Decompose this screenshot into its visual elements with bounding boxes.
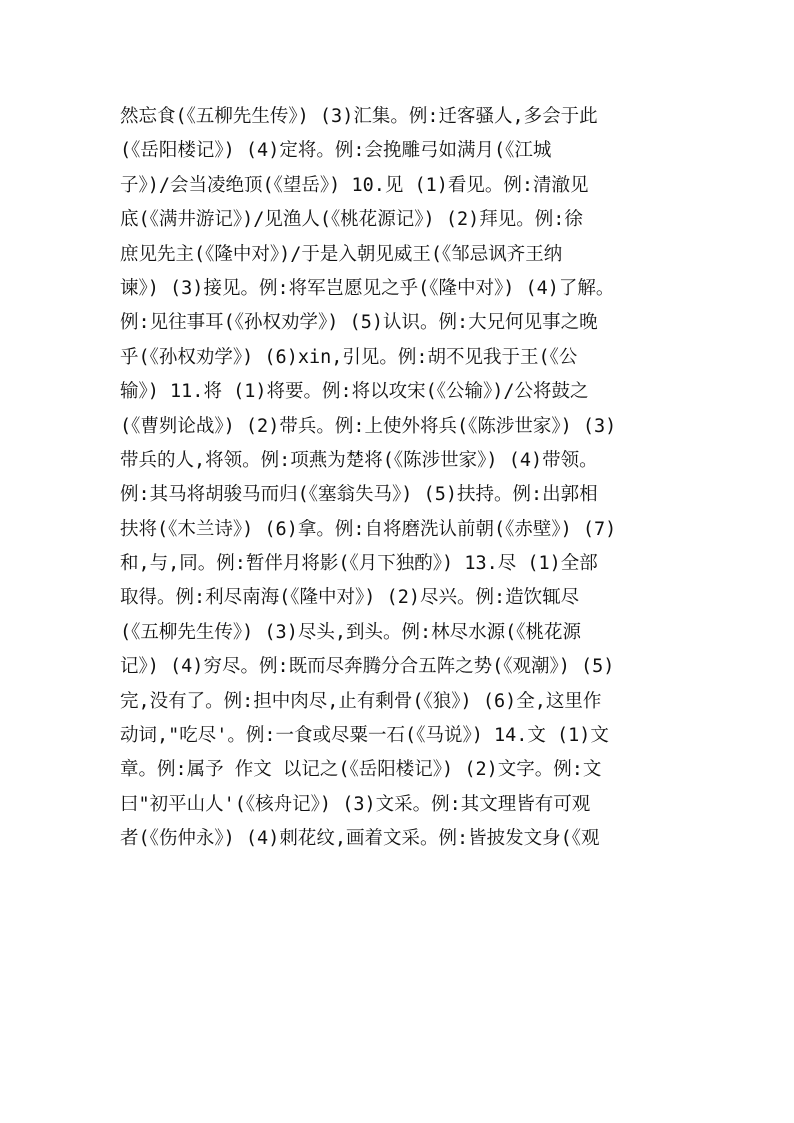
text-line: 庶见先主(《隆中对》)/于是入朝见威王(《邹忌讽齐王纳 [120, 243, 563, 265]
text-line: (《曹刿论战》) (2)带兵。例:上使外将兵(《陈涉世家》) (3) [120, 415, 617, 437]
text-line: 完,没有了。例:担中肉尽,止有剩骨(《狼》) (6)全,这里作 [120, 690, 602, 712]
text-line: 动词,"吃尽'。例:一食或尽粟一石(《马说》) 14.文 (1)文 [120, 725, 609, 747]
text-line: 和,与,同。例:暂伴月将影(《月下独酌》) 13.尽 (1)全部 [120, 553, 598, 575]
body-text [120, 100, 700, 857]
text-line: 然忘食(《五柳先生传》) (3)汇集。例:迁客骚人,多会于此 [120, 106, 598, 127]
text-line: (《岳阳楼记》) (4)定将。例:会挽雕弓如满月(《江城 [120, 140, 552, 162]
text-line: 取得。例:利尽南海(《隆中对》) (2)尽兴。例:造饮辄尽 [120, 587, 580, 609]
text-line: 记》) (4)穷尽。例:既而尽奔腾分合五阵之势(《观潮》) (5) [120, 656, 615, 678]
text-line: 例:见往事耳(《孙权劝学》) (5)认识。例:大兄何见事之晚 [120, 312, 598, 334]
text-line: 章。例:属予 作文 以记之(《岳阳楼记》) (2)文字。例:文 [120, 759, 602, 781]
text-line: 曰"初平山人'(《核舟记》) (3)文采。例:其文理皆有可观 [120, 793, 591, 815]
text-line: 谏》) (3)接见。例:将军岂愿见之乎(《隆中对》) (4)了解。 [120, 277, 615, 299]
text-line: 子》)/会当凌绝顶(《望岳》) 10.见 (1)看见。例:清澈见 [120, 174, 589, 196]
text-line: 输》) 11.将 (1)将要。例:将以攻宋(《公输》)/公将鼓之 [120, 381, 589, 403]
text-line: 乎(《孙权劝学》) (6)xin,引见。例:胡不见我于王(《公 [120, 346, 578, 368]
text-line: 底(《满井游记》)/见渔人(《桃花源记》) (2)拜见。例:徐 [120, 209, 583, 231]
text-line: 者(《伤仲永》) (4)刺花纹,画着文采。例:皆披发文身(《观 [120, 828, 600, 850]
text-line: 扶将(《木兰诗》) (6)拿。例:自将磨洗认前朝(《赤壁》) (7) [120, 518, 617, 540]
text-line: 带兵的人,将领。例:项燕为楚将(《陈涉世家》) (4)带领。 [120, 449, 598, 471]
text-line: 例:其马将胡骏马而归(《塞翁失马》) (5)扶持。例:出郭相 [120, 484, 598, 506]
text-line: (《五柳先生传》) (3)尽头,到头。例:林尽水源(《桃花源 [120, 621, 581, 643]
